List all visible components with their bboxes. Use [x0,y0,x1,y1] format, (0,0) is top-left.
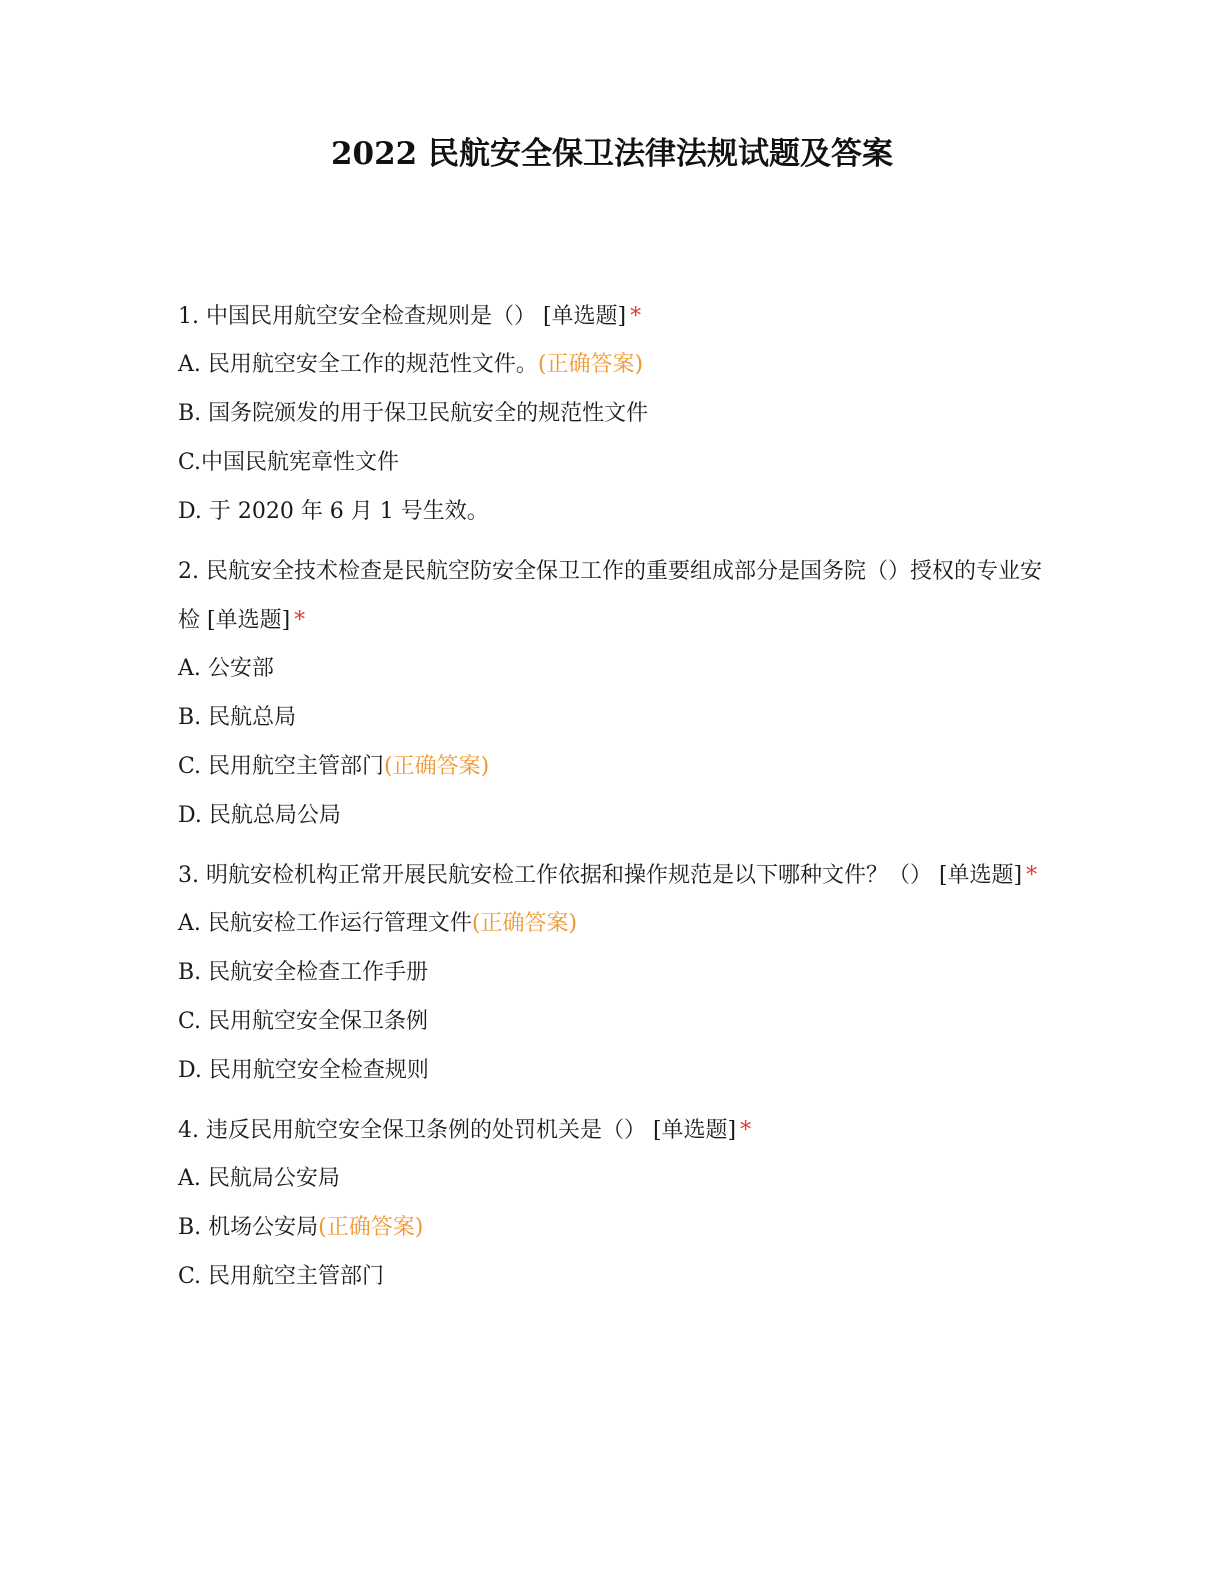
question-text [178,547,1048,645]
required-mark: * [740,1118,752,1143]
option-text: C. 民用航空安全保卫条例 [178,1009,429,1034]
option-d [178,1055,1048,1087]
option-text: B. 民航总局 [178,705,297,730]
option-b [178,957,1048,989]
question-text [178,1106,1048,1155]
option-text: D. 于 2020 年 6 月 1 号生效。 [178,499,489,524]
question-label: 2. 民航安全技术检查是民航空防安全保卫工作的重要组成部分是国务院（）授权的专业安检 [单选题] [178,559,1042,633]
option-a [178,349,1048,381]
option-c [178,1261,1048,1293]
question-label: 3. 明航安检机构正常开展民航安检工作依据和操作规范是以下哪种文件？（） [单选题] [178,863,1023,888]
option-text: D. 民航总局公局 [178,803,341,828]
question-3 [178,851,1048,1087]
option-text: C.中国民航宪章性文件 [178,450,400,475]
option-text: B. 国务院颁发的用于保卫民航安全的规范性文件 [178,401,649,426]
option-text: A. 民用航空安全工作的规范性文件。 [178,352,538,377]
option-c [178,447,1048,479]
option-c [178,1006,1048,1038]
question-text [178,851,1048,900]
option-c [178,751,1048,783]
option-a [178,908,1048,940]
option-text: C. 民用航空主管部门 [178,1264,385,1289]
question-list [178,292,1048,1293]
option-text: B. 民航安全检查工作手册 [178,960,429,985]
correct-answer-tag: (正确答案) [471,911,578,936]
option-text: A. 公安部 [178,656,274,681]
option-d [178,800,1048,832]
option-text: C. 民用航空主管部门 [178,754,385,779]
option-b [178,702,1048,734]
question-2 [178,547,1048,832]
option-text: A. 民航安检工作运行管理文件 [178,911,472,936]
correct-answer-tag: (正确答案) [537,352,644,377]
option-a [178,1163,1048,1195]
document-title: 2022 民航安全保卫法律法规试题及答案 [330,136,894,172]
option-a [178,653,1048,685]
option-b [178,1212,1048,1244]
correct-answer-tag: (正确答案) [384,754,490,779]
required-mark: * [1026,863,1038,888]
question-text [178,292,1048,341]
option-text: A. 民航局公安局 [178,1166,340,1191]
question-4 [178,1106,1048,1293]
option-b [178,398,1048,430]
question-1 [178,292,1048,528]
required-mark: * [294,608,306,633]
option-text: D. 民用航空安全检查规则 [178,1058,429,1083]
option-d [178,496,1048,528]
correct-answer-tag: (正确答案) [318,1215,424,1240]
required-mark: * [630,304,642,329]
question-label: 4. 违反民用航空安全保卫条例的处罚机关是（） [单选题] [178,1118,737,1143]
question-label: 1. 中国民用航空安全检查规则是（） [单选题] [178,304,627,329]
option-text: B. 机场公安局 [178,1215,319,1240]
